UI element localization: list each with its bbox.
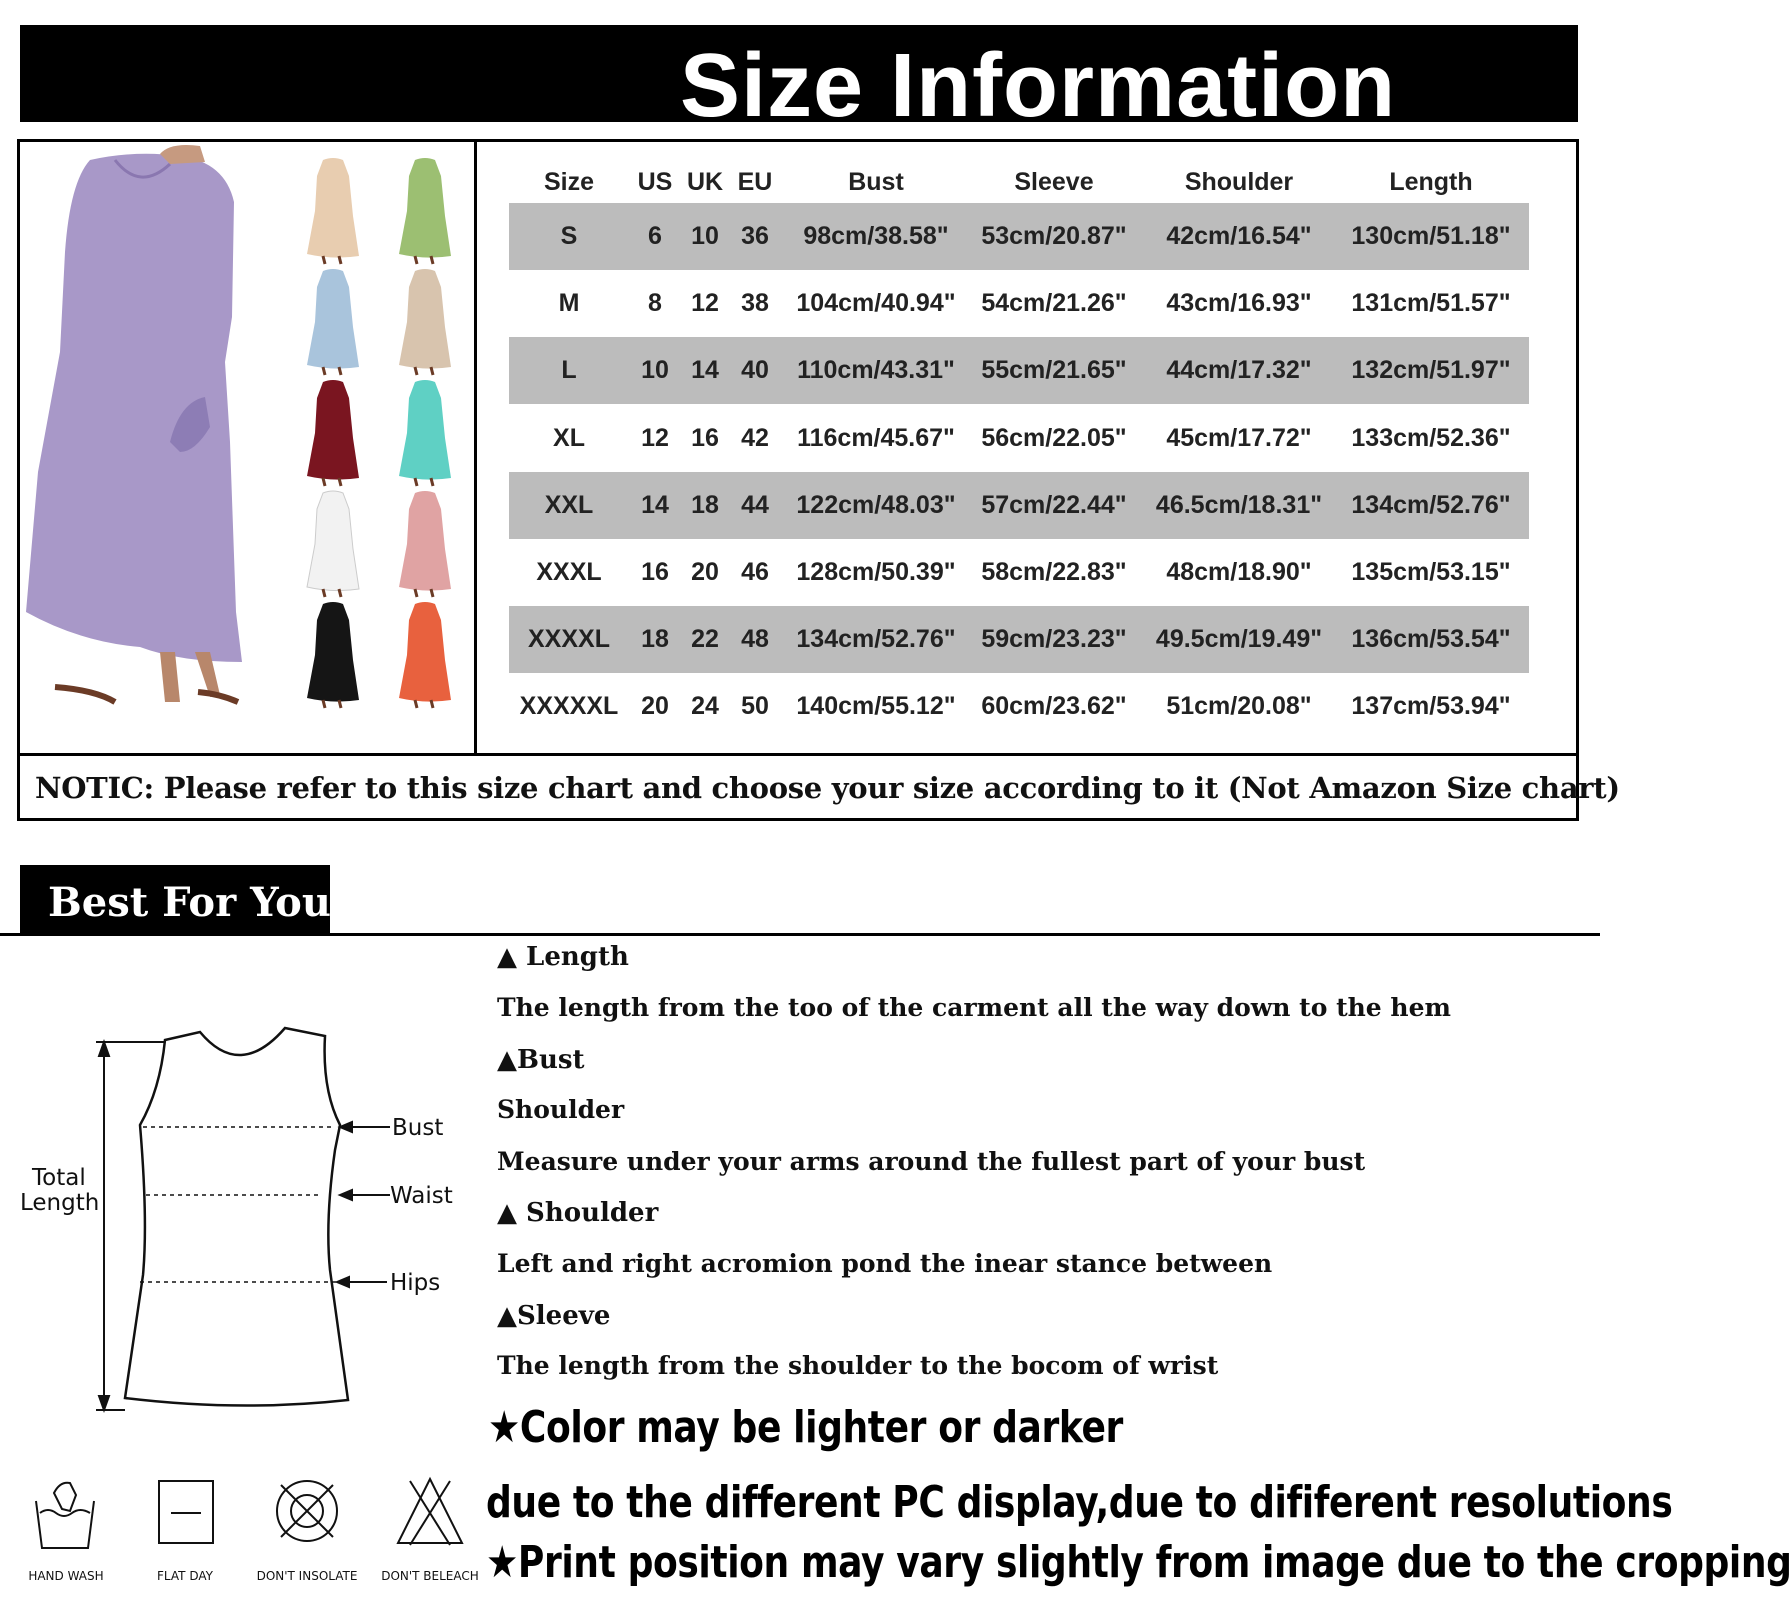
color-swatch-dress — [307, 491, 359, 591]
dont-bleach-label: DON'T BELEACH — [381, 1569, 479, 1583]
table-cell: 50 — [741, 692, 769, 721]
table-cell: 40 — [741, 356, 769, 385]
bust-label: Bust — [392, 1115, 444, 1141]
table-cell: 53cm/20.87" — [981, 222, 1127, 250]
hand-wash-icon — [26, 1473, 106, 1553]
flat-dry-care — [135, 1473, 235, 1593]
total-length-label-2: Length — [20, 1190, 100, 1216]
column-header: UK — [686, 168, 724, 196]
table-cell: XXXXXL — [519, 692, 619, 721]
table-cell: 46.5cm/18.31" — [1155, 490, 1323, 519]
table-cell: 48 — [741, 625, 769, 654]
print-note: ★Print position may vary slightly from image due to the cropping — [486, 1537, 1792, 1588]
table-cell: 132cm/51.97" — [1351, 356, 1511, 385]
table-cell: 20 — [641, 692, 669, 721]
total-length-label: Total — [32, 1165, 86, 1191]
table-cell: 98cm/38.58" — [803, 222, 949, 250]
table-row — [509, 472, 1529, 539]
table-cell: S — [560, 222, 578, 250]
table-cell: 59cm/23.23" — [981, 625, 1127, 654]
color-swatch-dress — [399, 158, 451, 258]
guide-bust-subheading: Shoulder — [497, 1095, 625, 1124]
color-note: ★Color may be lighter or darker — [488, 1402, 1123, 1453]
table-cell: 136cm/53.54" — [1351, 625, 1511, 654]
dont-insolate-icon — [267, 1473, 347, 1553]
table-cell: L — [561, 356, 577, 385]
page-title: Size Information — [680, 36, 1397, 136]
table-cell: 20 — [691, 558, 719, 586]
table-cell: M — [558, 289, 580, 318]
hand-wash-label: HAND WASH — [28, 1569, 104, 1583]
table-cell: 54cm/21.26" — [981, 289, 1127, 318]
table-cell: 122cm/48.03" — [796, 490, 956, 519]
best-for-you-title: Best For You — [48, 879, 331, 926]
table-cell: 140cm/55.12" — [796, 692, 956, 721]
color-swatch-dress — [307, 380, 359, 480]
table-cell: 134cm/52.76" — [1351, 490, 1511, 519]
column-header: US — [637, 168, 673, 196]
table-cell: 16 — [641, 558, 669, 586]
table-cell: 38 — [741, 289, 769, 318]
table-cell: 131cm/51.57" — [1351, 289, 1511, 318]
guide-sleeve-desc: The length from the shoulder to the bocom of wrist — [497, 1351, 1219, 1380]
divider — [0, 933, 1600, 936]
table-cell: 44cm/17.32" — [1166, 356, 1312, 385]
table-cell: 14 — [691, 356, 719, 385]
color-swatch-dress — [399, 602, 451, 702]
table-cell: 36 — [741, 222, 769, 250]
best-for-you-header — [20, 865, 330, 935]
table-cell: 8 — [648, 289, 662, 318]
table-cell: 45cm/17.72" — [1166, 423, 1312, 452]
column-header: EU — [737, 168, 773, 196]
column-header: Bust — [848, 168, 904, 196]
flat-dry-icon — [145, 1473, 225, 1553]
guide-bust-heading: ▲Bust — [497, 1045, 585, 1075]
table-cell: 44 — [741, 490, 769, 519]
table-cell: 24 — [691, 692, 719, 721]
table-cell: 10 — [691, 222, 719, 250]
notice-bar — [20, 753, 1620, 818]
waist-label: Waist — [390, 1183, 453, 1209]
column-header: Length — [1389, 168, 1473, 196]
table-cell: 42cm/16.54" — [1166, 222, 1312, 250]
table-cell: XXL — [544, 490, 594, 519]
product-photo-panel — [20, 142, 477, 756]
table-row — [509, 405, 1529, 472]
hips-label: Hips — [390, 1270, 441, 1296]
table-cell: 43cm/16.93" — [1166, 289, 1312, 318]
dont-bleach-icon — [390, 1473, 470, 1553]
table-cell: 134cm/52.76" — [796, 625, 956, 654]
guide-bust-desc: Measure under your arms around the fullest part of your bust — [497, 1147, 1366, 1176]
dont-insolate-care — [257, 1473, 357, 1593]
table-cell: 104cm/40.94" — [796, 289, 956, 318]
table-cell: XXXL — [536, 558, 602, 586]
measurement-diagram — [0, 1020, 470, 1430]
color-swatch-dress — [399, 491, 451, 591]
dont-insolate-label: DON'T INSOLATE — [256, 1569, 358, 1583]
dress-outline — [125, 1028, 348, 1406]
table-cell: 6 — [648, 222, 662, 250]
color-swatch-dress — [399, 269, 451, 369]
product-photos — [20, 142, 474, 753]
color-swatch-dress — [307, 602, 359, 702]
column-header: Sleeve — [1014, 168, 1094, 196]
color-swatch-dress — [399, 380, 451, 480]
table-cell: 56cm/22.05" — [981, 423, 1127, 452]
table-cell: 130cm/51.18" — [1351, 222, 1511, 250]
table-cell: 12 — [641, 423, 669, 452]
table-cell: 137cm/53.94" — [1351, 692, 1511, 721]
table-cell: 48cm/18.90" — [1166, 558, 1312, 586]
guide-sleeve-heading: ▲Sleeve — [497, 1301, 611, 1331]
table-cell: 135cm/53.15" — [1351, 558, 1511, 586]
color-swatch-dress — [307, 269, 359, 369]
table-cell: 116cm/45.67" — [797, 423, 955, 452]
table-cell: 42 — [741, 423, 769, 452]
table-cell: 58cm/22.83" — [981, 558, 1127, 586]
table-cell: XXXXL — [528, 625, 610, 654]
guide-shoulder-desc: Left and right acromion pond the inear stance between — [497, 1249, 1273, 1278]
guide-shoulder-heading: ▲ Shoulder — [497, 1198, 659, 1228]
table-cell: 51cm/20.08" — [1166, 692, 1312, 721]
flat-dry-label: FLAT DAY — [157, 1569, 213, 1583]
guide-length-heading: ▲ Length — [497, 942, 629, 972]
table-row — [509, 270, 1529, 337]
table-cell: 18 — [641, 625, 669, 654]
column-header: Shoulder — [1184, 168, 1294, 196]
table-cell: 10 — [641, 356, 669, 385]
table-row — [509, 673, 1529, 740]
table-header-row — [509, 160, 1529, 204]
header-bar — [20, 25, 1578, 136]
color-swatch-dress — [307, 158, 359, 258]
table-cell: 110cm/43.31" — [797, 356, 955, 385]
table-cell: 22 — [691, 625, 719, 654]
dont-bleach-care — [380, 1473, 480, 1593]
table-cell: 49.5cm/19.49" — [1155, 625, 1323, 654]
table-cell: 46 — [741, 558, 769, 586]
notice-text: NOTIC: Please refer to this size chart and choose your size according to it (Not Amazon Size chart) — [35, 771, 1620, 805]
table-cell: 60cm/23.62" — [981, 692, 1127, 721]
table-cell: 16 — [691, 423, 719, 452]
table-row — [509, 539, 1529, 606]
table-cell: XL — [553, 423, 585, 452]
color-swatch-photos — [307, 158, 451, 708]
column-header: Size — [543, 168, 595, 196]
table-cell: 12 — [691, 289, 719, 318]
table-cell: 133cm/52.36" — [1351, 423, 1511, 452]
table-cell: 128cm/50.39" — [796, 558, 956, 586]
guide-length-desc: The length from the too of the carment all the way down to the hem — [497, 993, 1451, 1022]
table-cell: 55cm/21.65" — [981, 356, 1127, 385]
table-cell: 18 — [691, 490, 719, 519]
table-cell: 57cm/22.44" — [981, 490, 1127, 519]
main-dress-photo — [26, 145, 242, 702]
table-row — [509, 203, 1529, 270]
hand-wash-care — [16, 1473, 116, 1593]
table-cell: 14 — [641, 490, 669, 519]
table-row — [509, 337, 1529, 404]
display-note: due to the different PC display,due to dififerent resolutions — [486, 1477, 1673, 1528]
table-row — [509, 606, 1529, 673]
